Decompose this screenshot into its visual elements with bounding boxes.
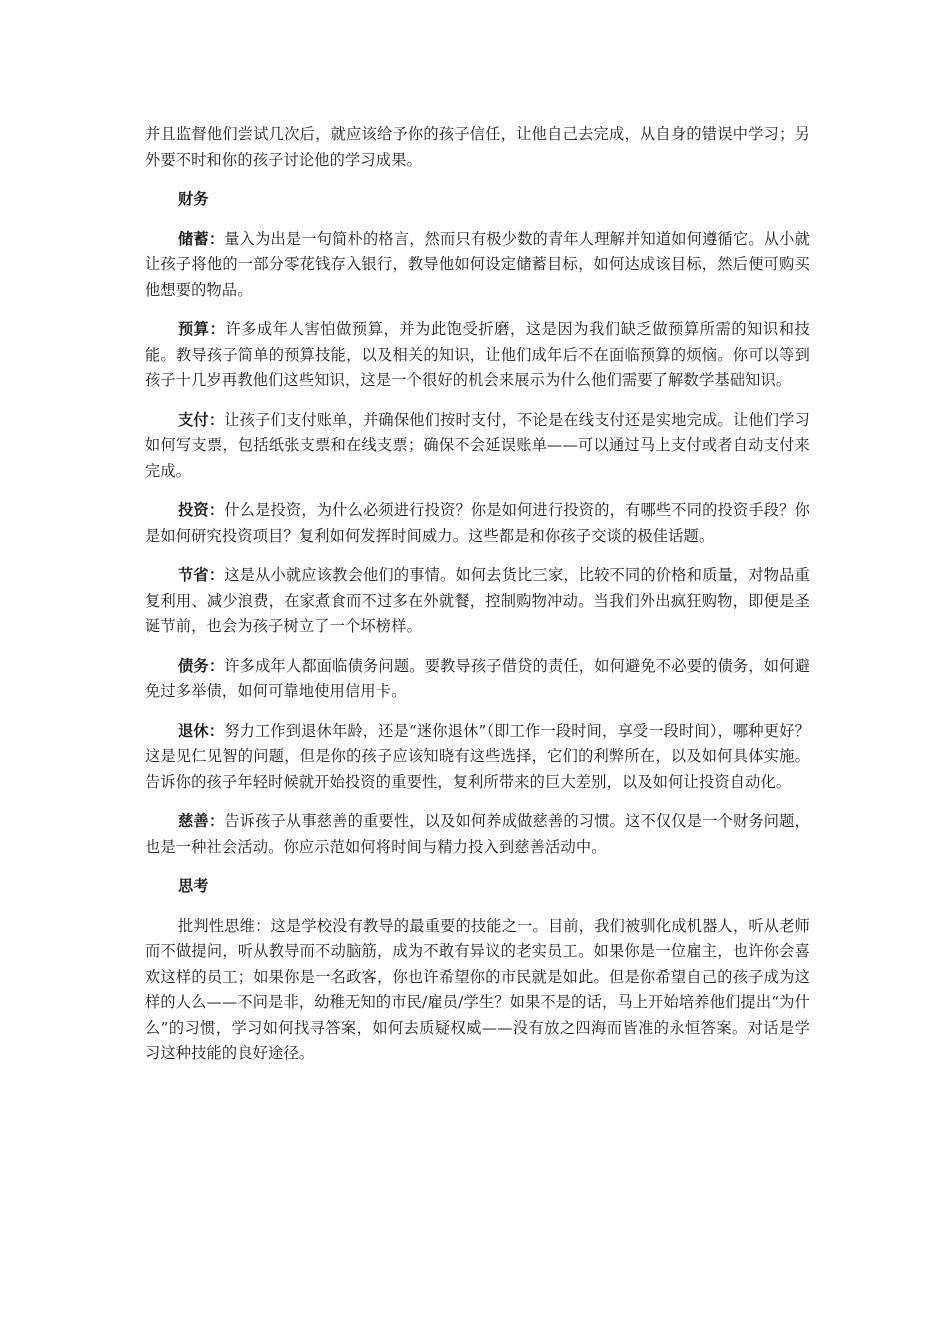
intro-paragraph: 并且监督他们尝试几次后，就应该给予你的孩子信任，让他自己去完成，从自身的错误中学习；另外要不时和你的孩子讨论他的学习成果。 [145, 125, 810, 169]
investment-term: 投资： [178, 501, 225, 519]
savings-text: 量入为出是一句简朴的格言，然而只有极少数的青年人理解并知道如何遵循它。从小就让孩子将他的一部分零花钱存入银行，教导他如何设定储蓄目标，如何达成该目标，然后便可购买他想要的物品。 [145, 229, 810, 299]
retirement-text: 努力工作到退休年龄，还是“迷你退休”（即工作一段时间，享受一段时间），哪种更好？这是见仁见智的问题，但是你的孩子应该知晓有这些选择，它们的利弊所在，以及如何具体实施。告诉你的孩子年轻时候就开始投资的重要性，复利所带来的巨大差别，以及如何让投资自动化。 [145, 721, 810, 791]
payment-term: 支付： [178, 410, 225, 429]
critical-thinking-paragraph: 批判性思维：这是学校没有教导的最重要的技能之一。目前，我们被驯化成机器人，听从老师而不做提问，听从教导而不动脑筋，成为不敢有异议的老实员工。如果你是一位雇主，也许你会喜欢这样的员工；如果你是一名政客，你也许希望你的市民就是如此。但是你希望自己的孩子成为这样的人么——不问是非，幼稚无知的市民/雇员/学生？如果不是的话，马上开始培养他们提出“为什么”的习惯，学习如何找寻答案，如何去质疑权威——没有放之四海而皆准的永恒答案。对话是学习这种技能的良好途径。 [145, 916, 810, 1062]
retirement-term: 退休： [178, 721, 225, 740]
debt-term: 债务： [178, 656, 225, 675]
investment-text: 什么是投资，为什么必须进行投资？你是如何进行投资的，有哪些不同的投资手段？你是如何研究投资项目？复利如何发挥时间威力。这些都是和你孩子交谈的极佳话题。 [145, 501, 810, 545]
finance-heading: 财务 [178, 190, 209, 208]
budget-term: 预算： [178, 320, 226, 338]
charity-term: 慈善： [178, 812, 225, 830]
document-page [145, 122, 810, 1081]
budget-text: 许多成年人害怕做预算，并为此饱受折磨，这是因为我们缺乏做预算所需的知识和技能。教导孩子简单的预算技能，以及相关的知识，让他们成年后不在面临预算的烦恼。你可以等到孩子十几岁再教他们这些知识，这是一个很好的机会来展示为什么他们需要了解数学基础知识。 [145, 320, 810, 389]
frugality-text: 这是从小就应该教会他们的事情。如何去货比三家，比较不同的价格和质量，对物品重复利用、减少浪费，在家煮食而不过多在外就餐，控制购物冲动。当我们外出疯狂购物，即便是圣诞节前，也会为孩子树立了一个坏榜样。 [145, 566, 810, 635]
frugality-term: 节省： [178, 566, 225, 584]
charity-text: 告诉孩子从事慈善的重要性，以及如何养成做慈善的习惯。这不仅仅是一个财务问题，也是一种社会活动。你应示范如何将时间与精力投入到慈善活动中。 [145, 812, 810, 856]
frugality-paragraph [145, 563, 810, 640]
investment-paragraph [145, 498, 810, 549]
savings-paragraph [145, 227, 810, 304]
savings-term: 储蓄： [178, 229, 225, 248]
debt-text: 许多成年人都面临债务问题。要教导孩子借贷的责任，如何避免不必要的债务，如何避免过多举债，如何可靠地使用信用卡。 [145, 656, 810, 700]
budget-paragraph [145, 317, 810, 394]
retirement-paragraph [145, 719, 810, 796]
thinking-heading: 思考 [178, 877, 209, 895]
payment-paragraph [145, 408, 810, 485]
debt-paragraph [145, 654, 810, 705]
payment-text: 让孩子们支付账单，并确保他们按时支付，不论是在线支付还是实地完成。让他们学习如何写支票，包括纸张支票和在线支票；确保不会延误账单——可以通过马上支付或者自动支付来完成。 [145, 410, 810, 480]
charity-paragraph [145, 809, 810, 860]
